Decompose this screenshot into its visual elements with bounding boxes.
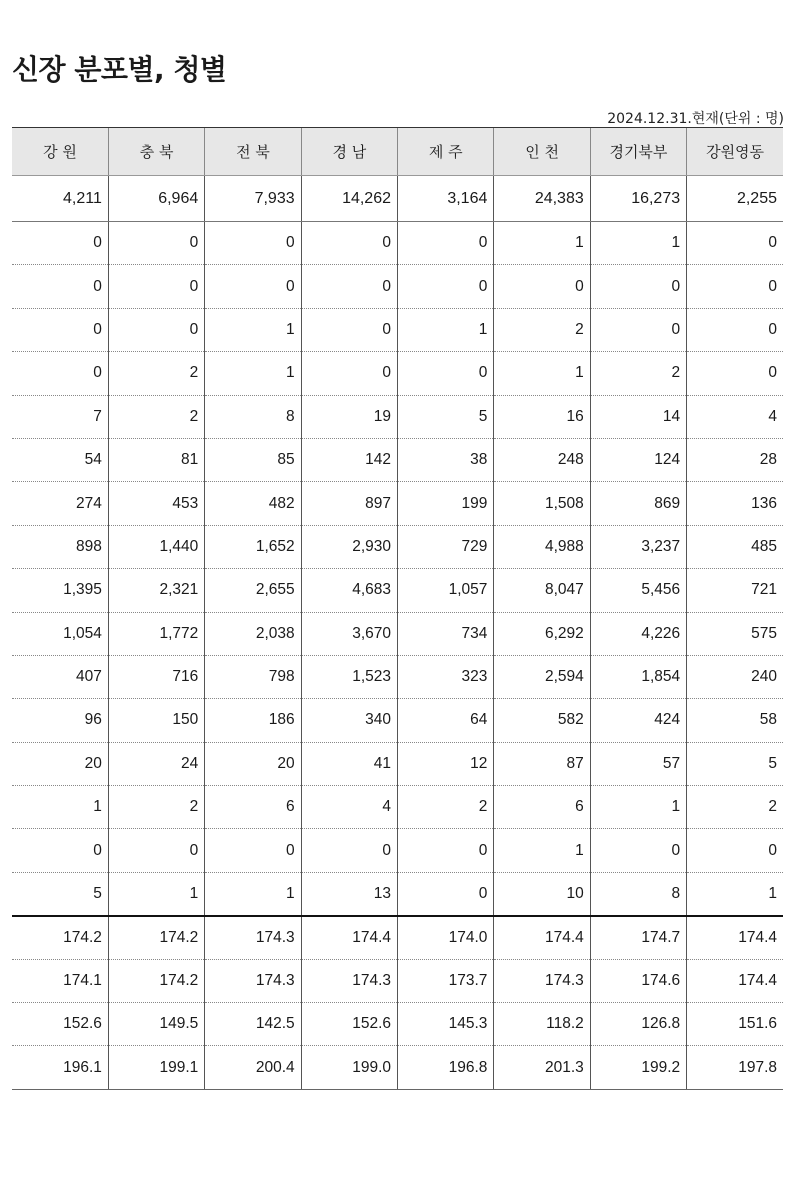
table-cell: 2 <box>398 786 494 829</box>
table-cell: 0 <box>12 352 108 395</box>
table-cell: 150 <box>108 699 204 742</box>
table-cell: 0 <box>205 265 301 308</box>
table-cell: 38 <box>398 438 494 481</box>
table-cell: 1 <box>205 352 301 395</box>
table-cell: 0 <box>12 829 108 872</box>
table-cell: 10 <box>494 872 590 915</box>
table-cell: 8,047 <box>494 569 590 612</box>
column-header: 인 천 <box>494 128 590 176</box>
table-cell: 0 <box>398 829 494 872</box>
table-cell: 1,440 <box>108 525 204 568</box>
table-cell: 136 <box>687 482 783 525</box>
statistics-row <box>12 1003 783 1046</box>
table-cell: 1,772 <box>108 612 204 655</box>
table-cell: 4,226 <box>590 612 686 655</box>
total-cell: 7,933 <box>205 176 301 222</box>
table-cell: 1,057 <box>398 569 494 612</box>
table-cell: 174.1 <box>12 959 108 1002</box>
table-cell: 2 <box>108 786 204 829</box>
table-cell: 0 <box>205 829 301 872</box>
table-cell: 482 <box>205 482 301 525</box>
table-cell: 0 <box>301 222 397 265</box>
table-cell: 174.2 <box>108 916 204 959</box>
distribution-row <box>12 742 783 785</box>
table-cell: 1 <box>590 786 686 829</box>
table-cell: 1 <box>108 872 204 915</box>
table-cell: 0 <box>590 829 686 872</box>
distribution-row <box>12 569 783 612</box>
table-cell: 5,456 <box>590 569 686 612</box>
table-cell: 424 <box>590 699 686 742</box>
distribution-row <box>12 222 783 265</box>
table-cell: 174.3 <box>205 916 301 959</box>
table-cell: 729 <box>398 525 494 568</box>
table-cell: 0 <box>205 222 301 265</box>
table-cell: 174.7 <box>590 916 686 959</box>
table-cell: 12 <box>398 742 494 785</box>
table-cell: 0 <box>301 265 397 308</box>
table-cell: 81 <box>108 438 204 481</box>
table-cell: 0 <box>12 265 108 308</box>
table-cell: 0 <box>108 308 204 351</box>
table-cell: 340 <box>301 699 397 742</box>
table-cell: 0 <box>494 265 590 308</box>
table-cell: 0 <box>108 222 204 265</box>
statistics-row <box>12 959 783 1002</box>
table-cell: 0 <box>687 352 783 395</box>
distribution-row <box>12 525 783 568</box>
table-cell: 6 <box>494 786 590 829</box>
distribution-row <box>12 395 783 438</box>
distribution-row <box>12 699 783 742</box>
total-cell: 24,383 <box>494 176 590 222</box>
table-cell: 174.4 <box>494 916 590 959</box>
table-cell: 274 <box>12 482 108 525</box>
table-cell: 199.2 <box>590 1046 686 1089</box>
column-header: 경 남 <box>301 128 397 176</box>
table-cell: 197.8 <box>687 1046 783 1089</box>
table-cell: 2 <box>494 308 590 351</box>
table-cell: 1 <box>494 352 590 395</box>
table-cell: 1,652 <box>205 525 301 568</box>
table-cell: 3,237 <box>590 525 686 568</box>
total-cell: 14,262 <box>301 176 397 222</box>
table-cell: 0 <box>687 265 783 308</box>
table-cell: 14 <box>590 395 686 438</box>
column-header: 강 원 <box>12 128 108 176</box>
table-cell: 1 <box>398 308 494 351</box>
column-header: 충 북 <box>108 128 204 176</box>
column-header: 제 주 <box>398 128 494 176</box>
column-header: 전 북 <box>205 128 301 176</box>
table-cell: 0 <box>301 352 397 395</box>
table-cell: 4 <box>301 786 397 829</box>
table-cell: 173.7 <box>398 959 494 1002</box>
table-cell: 64 <box>398 699 494 742</box>
total-cell: 3,164 <box>398 176 494 222</box>
date-unit-note: 2024.12.31.현재(단위 : 명) <box>607 111 784 127</box>
column-header: 강원영동 <box>687 128 783 176</box>
table-cell: 0 <box>590 265 686 308</box>
table-cell: 174.2 <box>108 959 204 1002</box>
statistics-row <box>12 916 783 959</box>
distribution-section <box>12 222 783 916</box>
table-cell: 248 <box>494 438 590 481</box>
table-cell: 199.0 <box>301 1046 397 1089</box>
table-cell: 96 <box>12 699 108 742</box>
table-cell: 7 <box>12 395 108 438</box>
table-cell: 1 <box>494 222 590 265</box>
table-cell: 0 <box>301 308 397 351</box>
table-cell: 323 <box>398 655 494 698</box>
total-cell: 6,964 <box>108 176 204 222</box>
table-cell: 124 <box>590 438 686 481</box>
table-cell: 240 <box>687 655 783 698</box>
table-cell: 41 <box>301 742 397 785</box>
table-cell: 152.6 <box>12 1003 108 1046</box>
table-cell: 152.6 <box>301 1003 397 1046</box>
table-cell: 2 <box>108 395 204 438</box>
table-cell: 142.5 <box>205 1003 301 1046</box>
table-cell: 1 <box>12 786 108 829</box>
distribution-row <box>12 482 783 525</box>
table-cell: 4 <box>687 395 783 438</box>
table-cell: 149.5 <box>108 1003 204 1046</box>
table-cell: 0 <box>398 222 494 265</box>
table-cell: 174.3 <box>301 959 397 1002</box>
table-cell: 0 <box>398 872 494 915</box>
table-cell: 196.1 <box>12 1046 108 1089</box>
table-cell: 174.6 <box>590 959 686 1002</box>
table-cell: 0 <box>687 222 783 265</box>
table-cell: 0 <box>398 352 494 395</box>
table-cell: 0 <box>108 265 204 308</box>
table-cell: 5 <box>687 742 783 785</box>
table-cell: 174.4 <box>687 959 783 1002</box>
table-cell: 151.6 <box>687 1003 783 1046</box>
total-cell: 4,211 <box>12 176 108 222</box>
table-cell: 2 <box>590 352 686 395</box>
total-cell: 16,273 <box>590 176 686 222</box>
table-cell: 798 <box>205 655 301 698</box>
table-cell: 1,395 <box>12 569 108 612</box>
table-cell: 575 <box>687 612 783 655</box>
table-cell: 8 <box>205 395 301 438</box>
table-cell: 1 <box>494 829 590 872</box>
distribution-row <box>12 352 783 395</box>
total-row <box>12 176 783 222</box>
table-cell: 145.3 <box>398 1003 494 1046</box>
statistics-row <box>12 1046 783 1089</box>
table-cell: 0 <box>590 308 686 351</box>
table-cell: 2,321 <box>108 569 204 612</box>
table-cell: 199 <box>398 482 494 525</box>
table-cell: 201.3 <box>494 1046 590 1089</box>
table-cell: 4,988 <box>494 525 590 568</box>
table-cell: 16 <box>494 395 590 438</box>
table-cell: 1,508 <box>494 482 590 525</box>
table-cell: 6,292 <box>494 612 590 655</box>
table-cell: 199.1 <box>108 1046 204 1089</box>
table-cell: 1,054 <box>12 612 108 655</box>
table-cell: 0 <box>108 829 204 872</box>
distribution-row <box>12 786 783 829</box>
table-cell: 24 <box>108 742 204 785</box>
table-cell: 407 <box>12 655 108 698</box>
table-cell: 142 <box>301 438 397 481</box>
distribution-row <box>12 829 783 872</box>
table-cell: 200.4 <box>205 1046 301 1089</box>
table-cell: 2 <box>108 352 204 395</box>
table-cell: 734 <box>398 612 494 655</box>
table-cell: 0 <box>687 308 783 351</box>
table-cell: 174.2 <box>12 916 108 959</box>
table-cell: 174.3 <box>205 959 301 1002</box>
distribution-row <box>12 438 783 481</box>
distribution-row <box>12 655 783 698</box>
table-cell: 174.4 <box>687 916 783 959</box>
table-cell: 85 <box>205 438 301 481</box>
table-cell: 897 <box>301 482 397 525</box>
header-row <box>12 128 783 176</box>
height-distribution-table <box>12 127 783 1090</box>
table-cell: 2,038 <box>205 612 301 655</box>
total-cell: 2,255 <box>687 176 783 222</box>
table-cell: 3,670 <box>301 612 397 655</box>
distribution-row <box>12 265 783 308</box>
table-cell: 1 <box>687 872 783 915</box>
table-cell: 174.3 <box>494 959 590 1002</box>
table-cell: 5 <box>12 872 108 915</box>
table-cell: 1 <box>205 872 301 915</box>
table-cell: 4,683 <box>301 569 397 612</box>
table-cell: 582 <box>494 699 590 742</box>
distribution-row <box>12 612 783 655</box>
table-cell: 1 <box>205 308 301 351</box>
table-cell: 869 <box>590 482 686 525</box>
table-cell: 5 <box>398 395 494 438</box>
table-cell: 716 <box>108 655 204 698</box>
table-cell: 898 <box>12 525 108 568</box>
table-cell: 0 <box>687 829 783 872</box>
table-cell: 0 <box>301 829 397 872</box>
table-cell: 2,594 <box>494 655 590 698</box>
statistics-section <box>12 916 783 1090</box>
table-cell: 1,523 <box>301 655 397 698</box>
table-cell: 19 <box>301 395 397 438</box>
table-cell: 28 <box>687 438 783 481</box>
column-header: 경기북부 <box>590 128 686 176</box>
table-cell: 57 <box>590 742 686 785</box>
table-cell: 2,655 <box>205 569 301 612</box>
table-cell: 0 <box>12 222 108 265</box>
total-section <box>12 176 783 222</box>
table-cell: 0 <box>398 265 494 308</box>
table-cell: 721 <box>687 569 783 612</box>
table-cell: 20 <box>12 742 108 785</box>
table-cell: 6 <box>205 786 301 829</box>
table-cell: 186 <box>205 699 301 742</box>
table-cell: 1 <box>590 222 686 265</box>
table-cell: 174.4 <box>301 916 397 959</box>
table-cell: 13 <box>301 872 397 915</box>
table-cell: 453 <box>108 482 204 525</box>
table-cell: 2 <box>687 786 783 829</box>
table-cell: 118.2 <box>494 1003 590 1046</box>
table-cell: 196.8 <box>398 1046 494 1089</box>
page-title: 신장 분포별, 청별 <box>12 53 227 86</box>
table-cell: 54 <box>12 438 108 481</box>
table-cell: 2,930 <box>301 525 397 568</box>
table-cell: 485 <box>687 525 783 568</box>
table-cell: 20 <box>205 742 301 785</box>
distribution-row <box>12 308 783 351</box>
table-cell: 126.8 <box>590 1003 686 1046</box>
table-cell: 174.0 <box>398 916 494 959</box>
table-cell: 1,854 <box>590 655 686 698</box>
distribution-row <box>12 872 783 915</box>
table-cell: 0 <box>12 308 108 351</box>
table-cell: 87 <box>494 742 590 785</box>
table-cell: 58 <box>687 699 783 742</box>
table-cell: 8 <box>590 872 686 915</box>
